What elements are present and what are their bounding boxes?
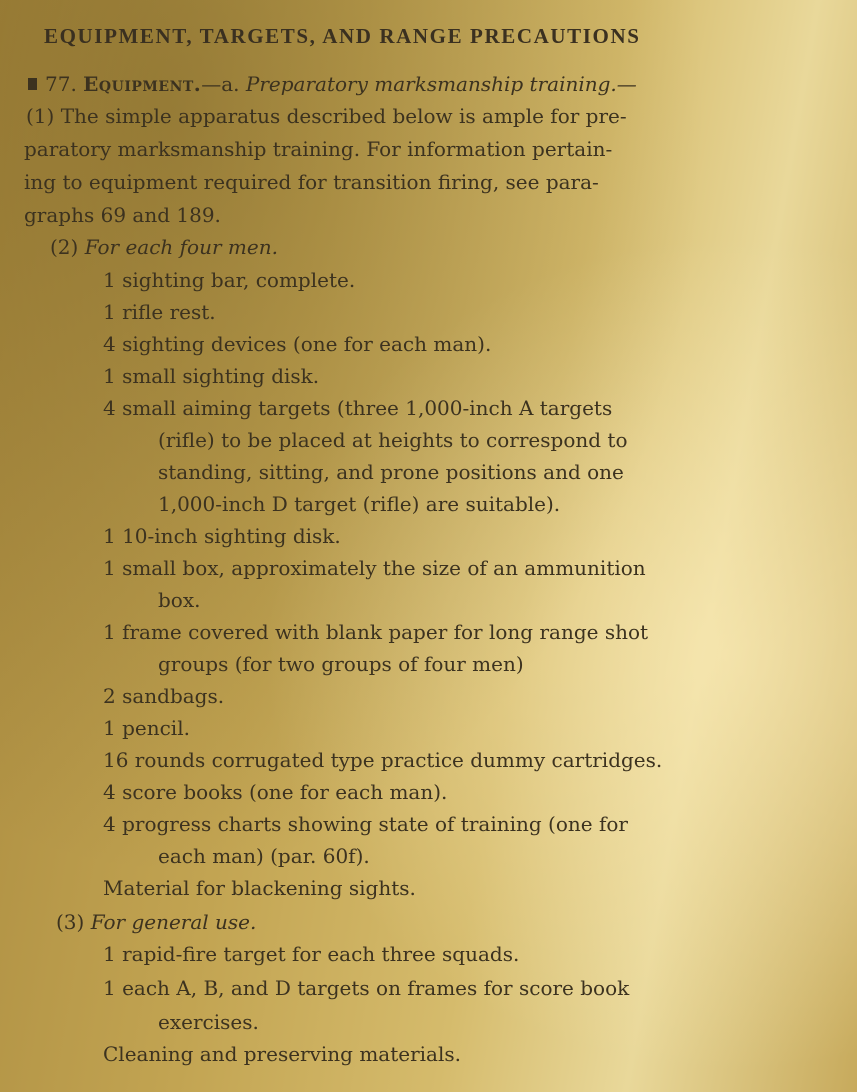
list-item: 1 frame covered with blank paper for long range shot <box>103 620 649 644</box>
list-item: 4 sighting devices (one for each man). <box>103 332 492 356</box>
list-item: 1 small box, approximately the size of an ammunition <box>103 556 646 580</box>
list-item-continuation: each man) (par. 60f). <box>158 844 370 868</box>
paragraph-mark-icon <box>28 78 37 90</box>
page-header: EQUIPMENT, TARGETS, AND RANGE PRECAUTIONS <box>44 24 641 48</box>
list-item: 16 rounds corrugated type practice dummy cartridges. <box>103 748 663 772</box>
list-item-continuation: standing, sitting, and prone positions and one <box>158 460 624 484</box>
list-item: 1 sighting bar, complete. <box>103 268 356 292</box>
list-item: 1 rapid-fire target for each three squads. <box>103 942 520 966</box>
list-item: Material for blackening sights. <box>103 876 416 900</box>
text-line: (1) The simple apparatus described below is ample for pre- <box>26 104 627 128</box>
subparagraph-a-title: Preparatory marksmanship training.— <box>245 72 637 96</box>
subsection-number: (3) <box>56 910 85 934</box>
list-item: 1 10-inch sighting disk. <box>103 524 341 548</box>
list-item: Cleaning and preserving materials. <box>103 1042 461 1066</box>
subsection-number: (2) <box>50 235 79 259</box>
text-line: ing to equipment required for transition firing, see para- <box>24 170 599 194</box>
list-item: 4 score books (one for each man). <box>103 780 448 804</box>
paragraph-title: Equipment. <box>83 72 202 96</box>
list-item: 4 progress charts showing state of training (one for <box>103 812 628 836</box>
paragraph-number: 77. <box>45 72 77 96</box>
list-item: 4 small aiming targets (three 1,000-inch A targets <box>103 396 613 420</box>
subsection-2-heading <box>50 237 278 257</box>
subsection-title: For each four men. <box>84 235 278 259</box>
list-item-continuation: exercises. <box>158 1010 259 1034</box>
text-line: paratory marksmanship training. For information pertain- <box>24 137 613 161</box>
list-item-continuation: box. <box>158 588 201 612</box>
list-item: 2 sandbags. <box>103 684 225 708</box>
list-item: 1 rifle rest. <box>103 300 216 324</box>
list-item-continuation: 1,000-inch D target (rifle) are suitable). <box>158 492 561 516</box>
paragraph-77-heading <box>28 74 637 94</box>
list-item-continuation: groups (for two groups of four men) <box>158 652 524 676</box>
subparagraph-a-prefix: —a. <box>201 72 240 96</box>
text-line: graphs 69 and 189. <box>24 203 221 227</box>
list-item-continuation: (rifle) to be placed at heights to correspond to <box>158 428 628 452</box>
list-item: 1 small sighting disk. <box>103 364 320 388</box>
list-item: 1 each A, B, and D targets on frames for score book <box>103 976 630 1000</box>
subsection-title: For general use. <box>90 910 257 934</box>
list-item: 1 pencil. <box>103 716 190 740</box>
subsection-3-heading <box>56 912 256 932</box>
